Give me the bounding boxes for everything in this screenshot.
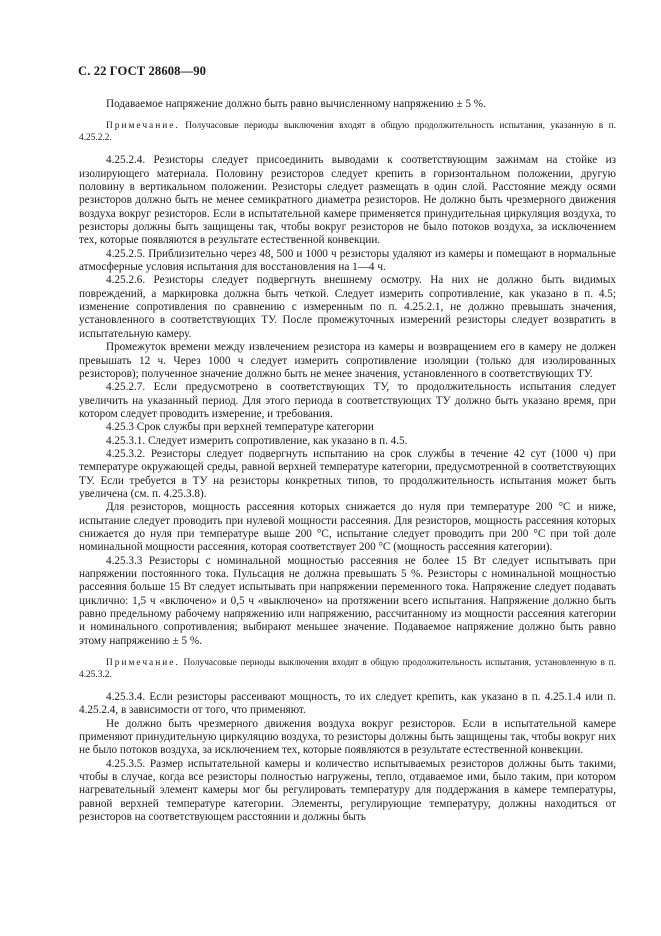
page-header: С. 22 ГОСТ 28608—90 (78, 64, 206, 78)
note-text: Получасовые периоды выключения входят в общую продолжительность испытания, установленную в п. 4.25.3.2. (79, 658, 617, 680)
section-heading: 4.25.3 Срок службы при верхней температуре категории (106, 421, 374, 434)
note-label: Примечание. (106, 658, 180, 669)
paragraph: 4.25.3.1. Следует измерить сопротивление, как указано в п. 4.5. (106, 434, 408, 447)
note-label: Примечание. (106, 121, 180, 132)
paragraph: 4.25.3.3 Резисторы с номинальной мощностью рассеяния не более 15 Вт следует испытывать при напряжении постоянного тока. Пульсация не должна превышать 5 %. Резисторы с номинальной мощностью рассеяния больше 15 Вт следует испытывать при напряжении переменного тока. Напряжение следует подавать циклично: 1,5 ч «включено» и 0,5 ч «выключено» на протяжении всего испытания. Напряжение должно быть равно предельному рабочему напряжению или напряжению, рассчитанному из мощности рассеяния категории и номинального сопротивления; выбирают меньшее значение. Подаваемое напряжение должно быть равно этому напряжению ± 5 %. (79, 554, 616, 647)
note-text: Получасовые периоды выключения входят в общую продолжительность испытания, указанную в п. 4.25.2.2. (79, 121, 616, 143)
note (79, 658, 616, 681)
paragraph: 4.25.3.4. Если резисторы рассеивают мощность, то их следует крепить, как указано в п. 4.25.1.4 или п. 4.25.2.4, в зависимости от того, что применяют. (79, 691, 616, 717)
paragraph: 4.25.3.5. Размер испытательной камеры и количество испытываемых резисторов должны быть такими, чтобы в случае, когда все резисторы полностью нагружены, тепло, отдаваемое ими, было таким, при котором нагревательный элемент камеры мог бы регулировать температуру для поддержания в камере температуры, равной верхней температуре категории. Элементы, регулирующие температуру, должны находиться от резисторов на соответствующем расстоянии и должны быть (79, 757, 616, 824)
paragraph: 4.25.2.7. Если предусмотрено в соответствующих ТУ, то продолжительность испытания следует увеличить на указанный период. Для этого периода в соответствующих ТУ должно быть указано время, при котором следует проводить измерение, и требования. (79, 381, 616, 420)
note (79, 121, 616, 144)
paragraph: 4.25.2.6. Резисторы следует подвергнуть внешнему осмотру. На них не должно быть видимых повреждений, а маркировка должна быть четкой. Следует измерить сопротивление, как указано в п. 4.5; изменение сопротивления по сравнению с измеренным по п. 4.25.2.1, не должно превышать значения, установленного в соответствующих ТУ. После промежуточных измерений резисторы следует возвратить в испытательную камеру. (79, 274, 616, 340)
paragraph: Промежуток времени между извлечением резистора из камеры и возвращением его в камеру не должен превышать 12 ч. Через 1000 ч следует измерить сопротивление изоляции (только для изолированных резисторов); полученное значение должно быть не менее значения, установленного в соответствующих ТУ. (79, 341, 616, 380)
paragraph: 4.25.2.4. Резисторы следует присоединить выводами к соответствующим зажимам на стойке из изолирующего материала. Половину резисторов следует крепить в горизонтальном положении, другую половину в вертикальном положении. Резисторы следует размещать в один слой. Расстояние между осями резисторов должно быть не менее семикратного диаметра резисторов. Не должно быть чрезмерного движения воздуха вокруг резисторов. Если в испытательной камере применяется принудительная циркуляция воздуха, то резисторы должны быть защищены так, чтобы вокруг резисторов не было потоков воздуха, за исключением тех, которые появляются в результате естественной конвекции. (79, 154, 616, 247)
paragraph: 4.25.3.2. Резисторы следует подвергнуть испытанию на срок службы в течение 42 сут (1000 ч) при температуре окружающей среды, равной верхней температуре категории, предусмотренной в соответствующих ТУ. Если требуется в ТУ на резисторы конкретных типов, то продолжительность испытания может быть увеличена (см. п. 4.25.3.8). (79, 447, 616, 500)
document-body (79, 90, 616, 825)
paragraph: Подаваемое напряжение должно быть равно вычисленному напряжению ± 5 %. (106, 98, 486, 110)
paragraph: Для резисторов, мощность рассеяния которых снижается до нуля при температуре 200 °С и ниже, испытание следует проводить при нулевой мощности рассеяния. Для резисторов, мощность рассеяния которых снижается до нуля при температуре выше 200 °С, испытание следует проводить при 200 °С при той доле номинальной мощности рассеяния, которая соответствует 200 °С (мощность рассеяния категории). (79, 501, 616, 554)
paragraph: 4.25.2.5. Приблизительно через 48, 500 и 1000 ч резисторы удаляют из камеры и помещают в нормальные атмосферные условия испытания для восстановления на 1—4 ч. (79, 247, 616, 274)
paragraph: Не должно быть чрезмерного движения воздуха вокруг резисторов. Если в испытательной камере применяют принудительную циркуляцию воздуха, то резисторы должны быть защищены так, чтобы вокруг них не было потоков воздуха, за исключением тех, которые появляются в результате естественной конвекции. (79, 717, 616, 757)
